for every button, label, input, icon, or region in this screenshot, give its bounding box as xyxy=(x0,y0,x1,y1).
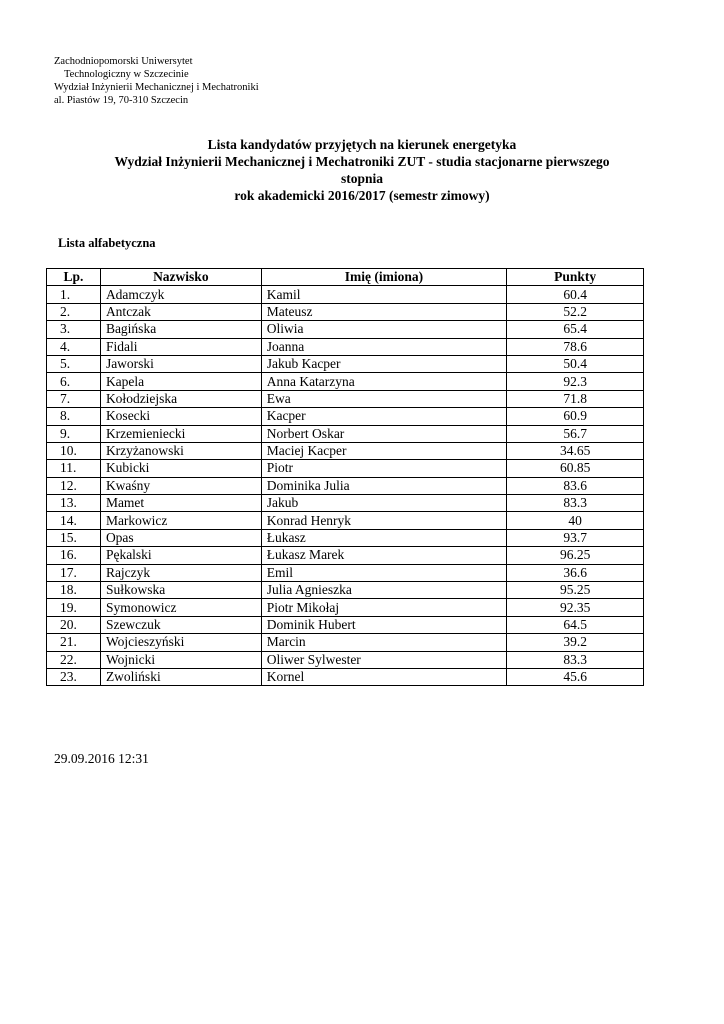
institution-line: Zachodniopomorski Uniwersytet xyxy=(54,56,193,67)
cell-nazwisko: Kwaśny xyxy=(100,477,261,494)
column-header-punkty: Punkty xyxy=(507,269,644,286)
cell-lp: 23. xyxy=(47,668,101,685)
cell-imie: Oliwia xyxy=(261,321,507,338)
cell-imie: Joanna xyxy=(261,338,507,355)
table-row xyxy=(47,286,644,303)
table-row xyxy=(47,668,644,685)
cell-punkty: 96.25 xyxy=(507,547,644,564)
cell-punkty: 83.3 xyxy=(507,651,644,668)
cell-lp: 17. xyxy=(47,564,101,581)
cell-punkty: 64.5 xyxy=(507,616,644,633)
cell-imie: Maciej Kacper xyxy=(261,442,507,459)
cell-lp: 2. xyxy=(47,303,101,320)
table-row xyxy=(47,529,644,546)
document-title xyxy=(40,136,684,204)
cell-punkty: 78.6 xyxy=(507,338,644,355)
table-row xyxy=(47,355,644,372)
cell-lp: 18. xyxy=(47,582,101,599)
table-row xyxy=(47,408,644,425)
cell-lp: 13. xyxy=(47,495,101,512)
cell-imie: Dominika Julia xyxy=(261,477,507,494)
title-line: rok akademicki 2016/2017 (semestr zimowy) xyxy=(234,188,490,203)
table-row xyxy=(47,425,644,442)
cell-lp: 7. xyxy=(47,390,101,407)
cell-punkty: 83.6 xyxy=(507,477,644,494)
cell-lp: 1. xyxy=(47,286,101,303)
cell-punkty: 36.6 xyxy=(507,564,644,581)
column-header-nazwisko: Nazwisko xyxy=(100,269,261,286)
cell-imie: Kacper xyxy=(261,408,507,425)
table-row xyxy=(47,616,644,633)
cell-imie: Łukasz xyxy=(261,529,507,546)
cell-imie: Emil xyxy=(261,564,507,581)
table-row xyxy=(47,547,644,564)
cell-imie: Kornel xyxy=(261,668,507,685)
cell-nazwisko: Mamet xyxy=(100,495,261,512)
cell-nazwisko: Symonowicz xyxy=(100,599,261,616)
cell-lp: 9. xyxy=(47,425,101,442)
cell-punkty: 71.8 xyxy=(507,390,644,407)
cell-lp: 14. xyxy=(47,512,101,529)
cell-nazwisko: Kapela xyxy=(100,373,261,390)
cell-imie: Piotr xyxy=(261,460,507,477)
cell-imie: Piotr Mikołaj xyxy=(261,599,507,616)
table-row xyxy=(47,373,644,390)
table-row xyxy=(47,390,644,407)
title-line: stopnia xyxy=(340,171,384,186)
cell-nazwisko: Markowicz xyxy=(100,512,261,529)
table-row xyxy=(47,477,644,494)
cell-imie: Oliwer Sylwester xyxy=(261,651,507,668)
cell-lp: 15. xyxy=(47,529,101,546)
institution-line: al. Piastów 19, 70-310 Szczecin xyxy=(54,95,189,106)
cell-nazwisko: Kosecki xyxy=(100,408,261,425)
cell-punkty: 39.2 xyxy=(507,634,644,651)
table-row xyxy=(47,321,644,338)
cell-imie: Jakub xyxy=(261,495,507,512)
cell-punkty: 60.85 xyxy=(507,460,644,477)
cell-imie: Marcin xyxy=(261,634,507,651)
cell-imie: Łukasz Marek xyxy=(261,547,507,564)
cell-punkty: 45.6 xyxy=(507,668,644,685)
cell-nazwisko: Pękalski xyxy=(100,547,261,564)
table-row xyxy=(47,582,644,599)
cell-nazwisko: Sułkowska xyxy=(100,582,261,599)
table-row xyxy=(47,460,644,477)
table-row xyxy=(47,338,644,355)
cell-lp: 5. xyxy=(47,355,101,372)
cell-punkty: 60.4 xyxy=(507,286,644,303)
cell-punkty: 40 xyxy=(507,512,644,529)
cell-nazwisko: Kubicki xyxy=(100,460,261,477)
cell-imie: Anna Katarzyna xyxy=(261,373,507,390)
cell-lp: 3. xyxy=(47,321,101,338)
cell-nazwisko: Krzyżanowski xyxy=(100,442,261,459)
table-row xyxy=(47,564,644,581)
cell-imie: Dominik Hubert xyxy=(261,616,507,633)
cell-imie: Ewa xyxy=(261,390,507,407)
cell-imie: Jakub Kacper xyxy=(261,355,507,372)
table-body xyxy=(47,286,644,686)
cell-nazwisko: Szewczuk xyxy=(100,616,261,633)
cell-nazwisko: Zwoliński xyxy=(100,668,261,685)
cell-imie: Konrad Henryk xyxy=(261,512,507,529)
table-row xyxy=(47,651,644,668)
table-row xyxy=(47,634,644,651)
cell-lp: 8. xyxy=(47,408,101,425)
list-subtitle: Lista alfabetyczna xyxy=(58,236,156,250)
table-row xyxy=(47,442,644,459)
title-line: Wydział Inżynierii Mechanicznej i Mechatroniki ZUT - studia stacjonarne pierwszego xyxy=(114,154,610,169)
title-line: Lista kandydatów przyjętych na kierunek energetyka xyxy=(207,137,517,152)
cell-punkty: 92.3 xyxy=(507,373,644,390)
cell-nazwisko: Antczak xyxy=(100,303,261,320)
cell-punkty: 56.7 xyxy=(507,425,644,442)
candidates-table xyxy=(46,268,644,686)
cell-punkty: 65.4 xyxy=(507,321,644,338)
cell-punkty: 83.3 xyxy=(507,495,644,512)
cell-nazwisko: Wojcieszyński xyxy=(100,634,261,651)
table-row xyxy=(47,512,644,529)
cell-nazwisko: Jaworski xyxy=(100,355,261,372)
cell-nazwisko: Fidali xyxy=(100,338,261,355)
institution-line: Technologiczny w Szczecinie xyxy=(64,69,189,80)
cell-nazwisko: Krzemieniecki xyxy=(100,425,261,442)
cell-nazwisko: Opas xyxy=(100,529,261,546)
cell-imie: Julia Agnieszka xyxy=(261,582,507,599)
column-header-lp: Lp. xyxy=(47,269,101,286)
cell-nazwisko: Kołodziejska xyxy=(100,390,261,407)
cell-punkty: 60.9 xyxy=(507,408,644,425)
cell-imie: Mateusz xyxy=(261,303,507,320)
cell-nazwisko: Adamczyk xyxy=(100,286,261,303)
cell-punkty: 92.35 xyxy=(507,599,644,616)
cell-nazwisko: Wojnicki xyxy=(100,651,261,668)
footer-timestamp: 29.09.2016 12:31 xyxy=(54,751,149,766)
cell-lp: 21. xyxy=(47,634,101,651)
institution-header xyxy=(54,55,259,107)
cell-imie: Norbert Oskar xyxy=(261,425,507,442)
table-row xyxy=(47,599,644,616)
cell-lp: 11. xyxy=(47,460,101,477)
table-header-row xyxy=(47,269,644,286)
cell-punkty: 93.7 xyxy=(507,529,644,546)
cell-nazwisko: Bagińska xyxy=(100,321,261,338)
cell-punkty: 50.4 xyxy=(507,355,644,372)
cell-lp: 19. xyxy=(47,599,101,616)
cell-lp: 20. xyxy=(47,616,101,633)
cell-lp: 10. xyxy=(47,442,101,459)
cell-punkty: 52.2 xyxy=(507,303,644,320)
table-row xyxy=(47,303,644,320)
cell-punkty: 34.65 xyxy=(507,442,644,459)
cell-lp: 22. xyxy=(47,651,101,668)
cell-lp: 6. xyxy=(47,373,101,390)
cell-nazwisko: Rajczyk xyxy=(100,564,261,581)
cell-punkty: 95.25 xyxy=(507,582,644,599)
institution-line: Wydział Inżynierii Mechanicznej i Mechatroniki xyxy=(54,82,259,93)
cell-lp: 16. xyxy=(47,547,101,564)
column-header-imie: Imię (imiona) xyxy=(261,269,507,286)
cell-lp: 4. xyxy=(47,338,101,355)
cell-lp: 12. xyxy=(47,477,101,494)
cell-imie: Kamil xyxy=(261,286,507,303)
table-row xyxy=(47,495,644,512)
